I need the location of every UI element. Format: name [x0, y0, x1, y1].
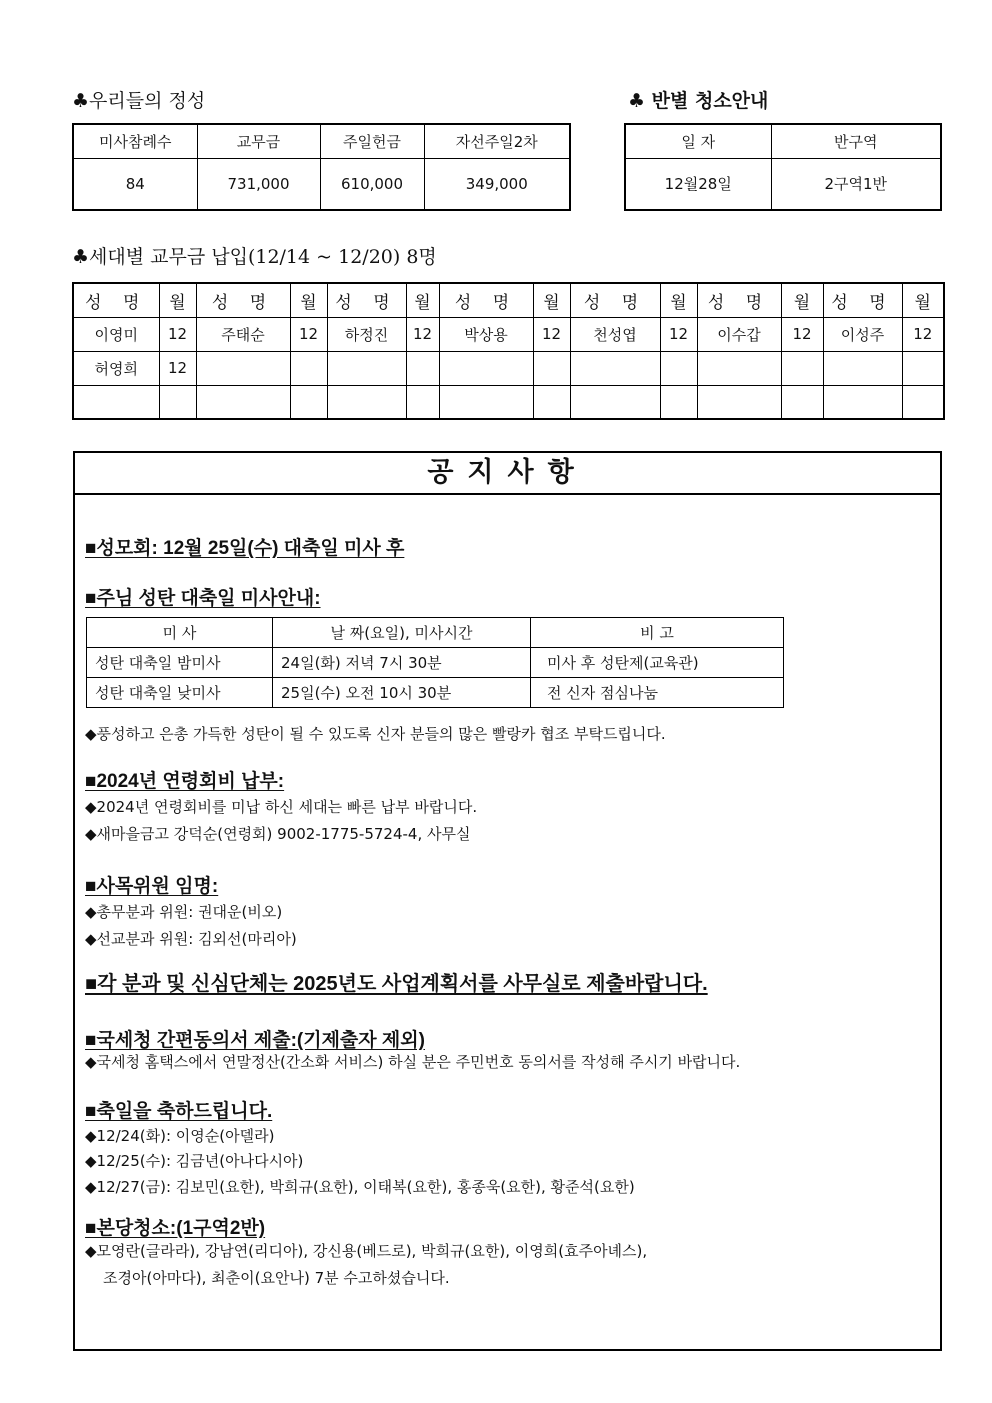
dues-name-cell [196, 385, 290, 419]
mass-row [87, 678, 784, 708]
dues-name-cell [196, 351, 290, 385]
feast-line: ◆12/25(수): 김금년(아나다시아) [85, 1152, 304, 1170]
dues-header-row [73, 283, 944, 317]
notice-heading-church-cleaning: ■본당청소:(1구역2반) [85, 1218, 266, 1239]
cleaning-title: ♣ 반별 청소안내 [628, 90, 769, 112]
dues-month-header: 월 [159, 283, 196, 317]
dues-name-header: 성 명 [823, 283, 902, 317]
notice-heading-feast: ■축일을 축하드립니다. [85, 1101, 273, 1122]
dues-month-cell: 12 [290, 317, 327, 351]
dues-name-cell [327, 385, 406, 419]
dues-row [73, 385, 944, 419]
offering-table [72, 123, 571, 211]
offering-title: ♣우리들의 정성 [72, 90, 206, 112]
notice-heading-business-plan: ■각 분과 및 신심단체는 2025년도 사업계획서를 사무실로 제출바랍니다. [85, 973, 708, 995]
dues-name-cell [570, 385, 660, 419]
christmas-note: ◆풍성하고 은총 가득한 성탄이 될 수 있도록 신자 분들의 많은 빨랑카 협조 부탁드립니다. [85, 725, 666, 743]
dues-month-cell [159, 385, 196, 419]
cleaning-value: 2구역1반 [771, 158, 941, 210]
mass-cell: 전 신자 점심나눔 [531, 678, 784, 708]
dues-name-cell [439, 351, 533, 385]
dues-row [73, 317, 944, 351]
dues-month-header: 월 [406, 283, 439, 317]
offering-header: 자선주일2차 [424, 124, 570, 158]
notice-heading-christmas-mass: ■주님 성탄 대축일 미사안내: [85, 588, 321, 609]
dues-month-header: 월 [533, 283, 570, 317]
mass-header: 날 짜(요일), 미사시간 [273, 618, 531, 648]
dues-name-cell: 이수갑 [697, 317, 781, 351]
offering-header: 미사참례수 [73, 124, 197, 158]
dues-month-cell [290, 385, 327, 419]
dues-month-cell: 12 [660, 317, 697, 351]
dues-name-cell [823, 385, 902, 419]
dues-name-cell [73, 385, 159, 419]
dues-month-cell [660, 351, 697, 385]
mass-table [86, 617, 784, 708]
dues-month-cell: 12 [781, 317, 823, 351]
offering-header: 주일헌금 [320, 124, 424, 158]
dues-month-header: 월 [660, 283, 697, 317]
notice-heading-memorial-fee: ■2024년 연령회비 납부: [85, 771, 285, 792]
committee-line: ◆총무분과 위원: 권대운(비오) [85, 903, 283, 921]
dues-name-header: 성 명 [196, 283, 290, 317]
tax-line: ◆국세청 홈택스에서 연말정산(간소화 서비스) 하실 분은 주민번호 동의서를 작성해 주시기 바랍니다. [85, 1053, 741, 1071]
dues-month-cell [406, 351, 439, 385]
dues-month-cell [660, 385, 697, 419]
dues-name-header: 성 명 [697, 283, 781, 317]
dues-month-cell [290, 351, 327, 385]
mass-cell: 성탄 대축일 낮미사 [87, 678, 273, 708]
offering-value: 731,000 [197, 158, 320, 210]
dues-name-header: 성 명 [570, 283, 660, 317]
dues-name-cell [823, 351, 902, 385]
mass-cell: 미사 후 성탄제(교육관) [531, 648, 784, 678]
memorial-fee-line: ◆2024년 연령회비를 미납 하신 세대는 빠른 납부 바랍니다. [85, 798, 478, 816]
notice-heading-tax: ■국세청 간편동의서 제출:(기제출자 제외) [85, 1030, 425, 1051]
dues-month-cell [533, 351, 570, 385]
dues-name-header: 성 명 [73, 283, 159, 317]
mass-cell: 25일(수) 오전 10시 30분 [273, 678, 531, 708]
dues-name-cell [697, 351, 781, 385]
notice-heading-committee: ■사목위원 임명: [85, 876, 219, 897]
dues-month-header: 월 [902, 283, 944, 317]
dues-name-cell: 박상용 [439, 317, 533, 351]
dues-month-cell: 12 [902, 317, 944, 351]
mass-header: 미 사 [87, 618, 273, 648]
committee-line: ◆선교분과 위원: 김외선(마리아) [85, 930, 297, 948]
cleaning-header: 일 자 [625, 124, 771, 158]
dues-month-cell [902, 351, 944, 385]
dues-title: ♣세대별 교무금 납입(12/14 ~ 12/20) 8명 [72, 246, 437, 268]
mass-cell: 24일(화) 저녁 7시 30분 [273, 648, 531, 678]
dues-month-cell [533, 385, 570, 419]
dues-month-header: 월 [290, 283, 327, 317]
cleaning-header: 반구역 [771, 124, 941, 158]
dues-name-cell [439, 385, 533, 419]
notice-box [73, 451, 942, 1351]
church-cleaning-line: 조경아(아마다), 최춘이(요안나) 7분 수고하셨습니다. [103, 1269, 450, 1287]
memorial-fee-line: ◆새마을금고 강덕순(연령회) 9002-1775-5724-4, 사무실 [85, 825, 471, 843]
dues-month-cell [781, 351, 823, 385]
dues-month-cell: 12 [406, 317, 439, 351]
dues-name-header: 성 명 [439, 283, 533, 317]
cleaning-table [624, 123, 942, 211]
mass-header: 비 고 [531, 618, 784, 648]
dues-month-cell: 12 [159, 317, 196, 351]
feast-line: ◆12/27(금): 김보민(요한), 박희규(요한), 이태복(요한), 홍종욱(요한), 황준석(요한) [85, 1178, 635, 1196]
notice-heading-sungmohoe: ■성모회: 12월 25일(수) 대축일 미사 후 [85, 538, 405, 559]
notice-title: 공지사항 [75, 453, 940, 495]
mass-row [87, 648, 784, 678]
dues-name-cell [570, 351, 660, 385]
offering-header: 교무금 [197, 124, 320, 158]
dues-name-cell: 허영희 [73, 351, 159, 385]
dues-month-cell: 12 [159, 351, 196, 385]
dues-name-cell [327, 351, 406, 385]
cleaning-value: 12월28일 [625, 158, 771, 210]
dues-month-header: 월 [781, 283, 823, 317]
dues-row [73, 351, 944, 385]
dues-name-cell: 이영미 [73, 317, 159, 351]
dues-name-cell: 이성주 [823, 317, 902, 351]
feast-line: ◆12/24(화): 이영순(아델라) [85, 1127, 275, 1145]
offering-value: 349,000 [424, 158, 570, 210]
offering-value: 610,000 [320, 158, 424, 210]
dues-month-cell [902, 385, 944, 419]
dues-name-cell: 하정진 [327, 317, 406, 351]
dues-name-cell: 주태순 [196, 317, 290, 351]
dues-name-cell [697, 385, 781, 419]
offering-value: 84 [73, 158, 197, 210]
church-cleaning-line: ◆모영란(글라라), 강남연(리디아), 강신용(베드로), 박희규(요한), 이영희(효주아녜스), [85, 1242, 648, 1260]
dues-month-cell: 12 [533, 317, 570, 351]
dues-table [72, 282, 945, 420]
dues-name-header: 성 명 [327, 283, 406, 317]
dues-name-cell: 천성엽 [570, 317, 660, 351]
mass-cell: 성탄 대축일 밤미사 [87, 648, 273, 678]
dues-month-cell [406, 385, 439, 419]
dues-month-cell [781, 385, 823, 419]
